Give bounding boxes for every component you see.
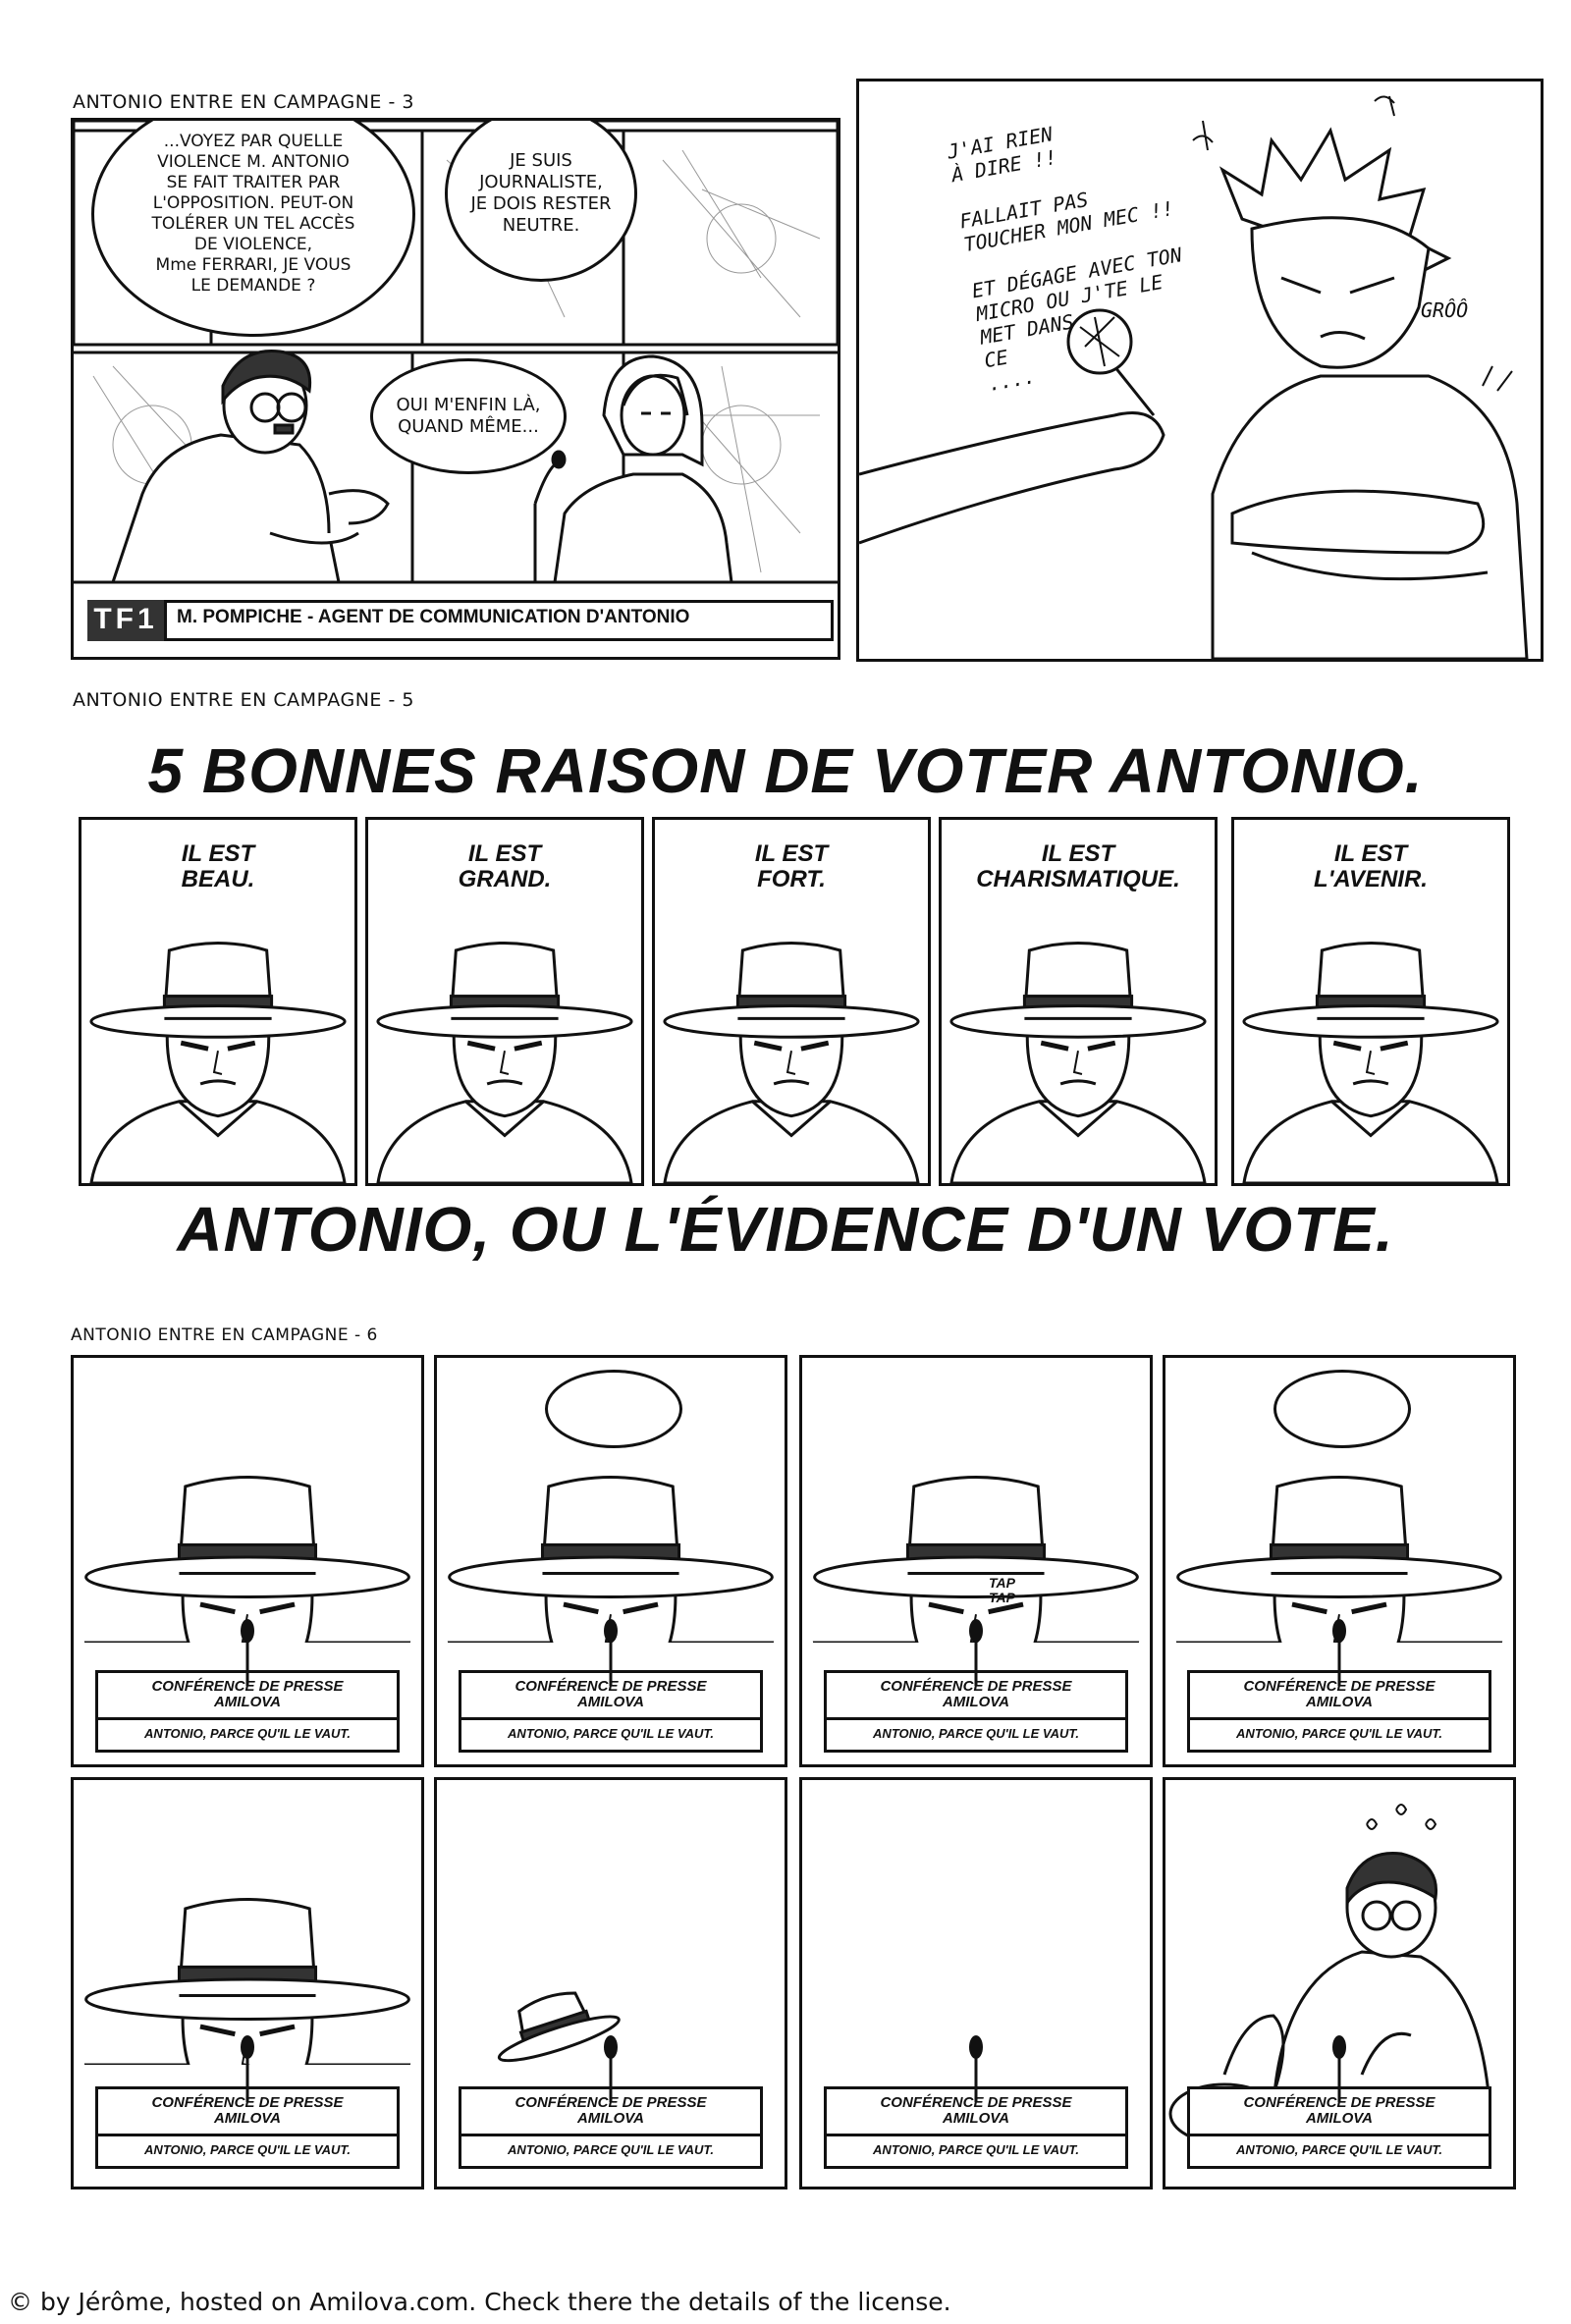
podium-slogan: ANTONIO, PARCE QU'IL LE VAUT. (98, 1717, 397, 1750)
antonio-figure (942, 820, 1215, 1183)
angry-handwritten-text: J'AI RIEN À DIRE !! FALLAIT PAS TOUCHER MON MEC !! ET DÉGAGE AVEC TON MICRO OU J'TE LE MET DANS CE .... (946, 122, 1184, 396)
reason-label: IL EST FORT. (754, 840, 829, 892)
microphone-icon (233, 1617, 262, 1686)
microphone-icon (1325, 1617, 1354, 1686)
tv-caption-bar: M. POMPICHE - AGENT DE COMMUNICATION D'ANTONIO (164, 600, 834, 641)
podium-slogan: ANTONIO, PARCE QU'IL LE VAUT. (461, 1717, 760, 1750)
reason-label: IL EST CHARISMATIQUE. (976, 840, 1180, 892)
microphone-icon (961, 2033, 991, 2102)
reason-label: IL EST BEAU. (181, 840, 255, 892)
podium-title: CONFÉRENCE DE PRESSE AMILOVA (515, 1678, 707, 1710)
podium-title: CONFÉRENCE DE PRESSE AMILOVA (880, 1678, 1072, 1710)
microphone-icon (1325, 2033, 1354, 2102)
podium-title: CONFÉRENCE DE PRESSE AMILOVA (515, 2094, 707, 2127)
strip-3-panel-angry (856, 79, 1544, 662)
conference-panel (71, 1777, 424, 2189)
conference-panel (434, 1777, 787, 2189)
reason-label: IL EST L'AVENIR. (1314, 840, 1428, 892)
reason-panel (1231, 817, 1510, 1186)
podium-slogan: ANTONIO, PARCE QU'IL LE VAUT. (827, 1717, 1125, 1750)
microphone-icon (596, 2033, 625, 2102)
antonio-figure (1234, 820, 1507, 1183)
reason-panel (79, 817, 357, 1186)
speech-bubble-pompiche: ...VOYEZ PAR QUELLE VIOLENCE M. ANTONIO SE FAIT TRAITER PAR L'OPPOSITION. PEUT-ON TOLÉRER UN TEL ACCÈS DE VIOLENCE, Mme FERRARI, JE VOUS LE DEMANDE ? (91, 118, 415, 337)
podium-title: CONFÉRENCE DE PRESSE AMILOVA (880, 2094, 1072, 2127)
podium-title: CONFÉRENCE DE PRESSE AMILOVA (151, 2094, 344, 2127)
strip-6-title: ANTONIO ENTRE EN CAMPAGNE - 6 (71, 1325, 378, 1345)
reason-panel (939, 817, 1218, 1186)
microphone-icon (961, 1617, 991, 1686)
podium-title: CONFÉRENCE DE PRESSE AMILOVA (151, 1678, 344, 1710)
empty-speech-bubble (545, 1370, 682, 1448)
antonio-figure (655, 820, 928, 1183)
antonio-figure (74, 1358, 421, 1643)
microphone-icon (596, 1617, 625, 1686)
conference-panel (71, 1355, 424, 1767)
antonio-figure (368, 820, 641, 1183)
podium-slogan: ANTONIO, PARCE QU'IL LE VAUT. (827, 2134, 1125, 2166)
reason-label: IL EST GRAND. (458, 840, 552, 892)
conference-panel (799, 1777, 1153, 2189)
podium-slogan: ANTONIO, PARCE QU'IL LE VAUT. (1190, 2134, 1489, 2166)
conference-panel (1163, 1777, 1516, 2189)
speech-bubble-ferrari: OUI M'ENFIN LÀ, QUAND MÊME... (370, 358, 567, 474)
podium-slogan: ANTONIO, PARCE QU'IL LE VAUT. (1190, 1717, 1489, 1750)
antonio-figure (802, 1358, 1150, 1643)
antonio-figure (81, 820, 354, 1183)
tf1-logo: TF1 (87, 600, 164, 641)
reason-panel (652, 817, 931, 1186)
speech-bubble-journalist: JE SUIS JOURNALISTE, JE DOIS RESTER NEUTRE. (445, 118, 637, 282)
antonio-figure (74, 1780, 421, 2065)
reason-panel (365, 817, 644, 1186)
strip-5-title: ANTONIO ENTRE EN CAMPAGNE - 5 (73, 689, 414, 711)
conference-panel (1163, 1355, 1516, 1767)
empty-speech-bubble (1273, 1370, 1411, 1448)
podium-title: CONFÉRENCE DE PRESSE AMILOVA (1243, 1678, 1436, 1710)
conference-panel (434, 1355, 787, 1767)
podium-slogan: ANTONIO, PARCE QU'IL LE VAUT. (461, 2134, 760, 2166)
strip-5-tagline: ANTONIO, OU L'ÉVIDENCE D'UN VOTE. (177, 1194, 1394, 1265)
podium-title: CONFÉRENCE DE PRESSE AMILOVA (1243, 2094, 1436, 2127)
conference-panel (799, 1355, 1153, 1767)
growl-text: GRÔÔ (1421, 298, 1469, 322)
tap-sound-effect: TAP TAP (989, 1575, 1015, 1605)
strip-3-panel-tv (71, 118, 840, 660)
license-footer: © by Jérôme, hosted on Amilova.com. Check there the details of the license. (8, 2288, 951, 2316)
podium-slogan: ANTONIO, PARCE QU'IL LE VAUT. (98, 2134, 397, 2166)
strip-5-headline: 5 BONNES RAISON DE VOTER ANTONIO. (147, 735, 1424, 806)
microphone-icon (233, 2033, 262, 2102)
strip-3-title: ANTONIO ENTRE EN CAMPAGNE - 3 (73, 91, 414, 113)
